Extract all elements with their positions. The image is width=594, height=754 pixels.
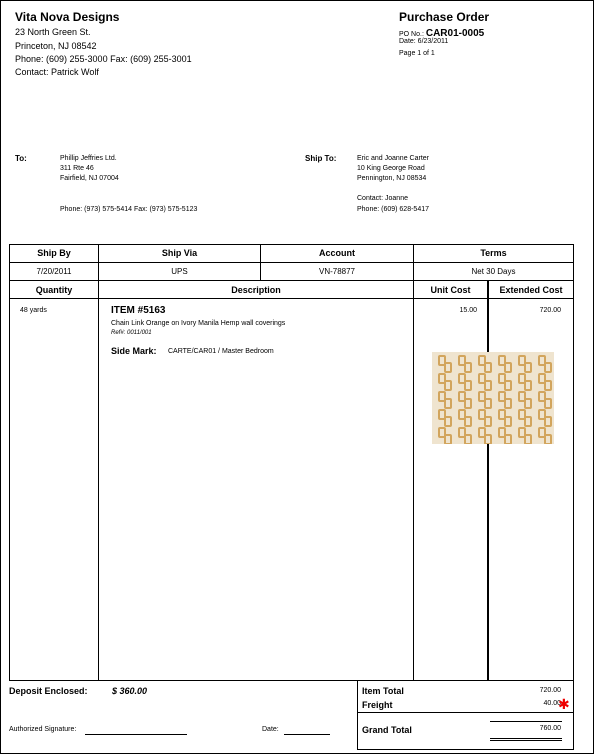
ship-by-value: 7/20/2011 xyxy=(36,267,72,276)
ship-to-label: Ship To: xyxy=(305,154,337,163)
freight-label: Freight xyxy=(362,700,393,710)
to-label: To: xyxy=(15,154,27,163)
header-description: Description xyxy=(231,285,281,295)
ship-to-address-2: Pennington, NJ 08534 xyxy=(357,175,427,182)
chain-link xyxy=(464,434,472,444)
chain-link xyxy=(464,416,472,427)
chain-link xyxy=(444,434,452,444)
chain-link xyxy=(444,380,452,391)
account-value: VN-78877 xyxy=(318,267,356,276)
chain-link xyxy=(464,362,472,373)
document-title: Purchase Order xyxy=(399,10,490,24)
chain-link xyxy=(504,380,512,391)
side-mark-label: Side Mark: xyxy=(111,346,157,356)
chain-link xyxy=(504,416,512,427)
header-quantity: Quantity xyxy=(35,285,73,295)
product-sample-image xyxy=(432,352,554,444)
chain-link xyxy=(464,380,472,391)
chain-link xyxy=(524,380,532,391)
chain-link xyxy=(444,362,452,373)
grand-total-label: Grand Total xyxy=(362,725,412,735)
deposit-label: Deposit Enclosed: xyxy=(9,686,88,696)
chain-link xyxy=(464,398,472,409)
chain-link xyxy=(544,434,552,444)
chain-link xyxy=(524,362,532,373)
chain-link xyxy=(544,416,552,427)
item-description: Chain Link Orange on Ivory Manila Hemp wall coverings xyxy=(111,320,286,327)
chain-link xyxy=(484,398,492,409)
to-address-2: Fairfield, NJ 07004 xyxy=(60,175,119,182)
grand-total-rule xyxy=(490,721,562,722)
item-total-label: Item Total xyxy=(362,686,404,696)
header-terms: Terms xyxy=(480,248,507,258)
header-unit-cost: Unit Cost xyxy=(430,285,471,295)
to-phone-fax: Phone: (973) 575-5414 Fax: (973) 575-5123 xyxy=(60,206,198,213)
ship-to-phone: Phone: (609) 628-5417 xyxy=(357,206,429,213)
item-total-value: 720.00 xyxy=(539,687,561,694)
chain-link xyxy=(484,434,492,444)
header-extended-cost: Extended Cost xyxy=(499,285,563,295)
header-ship-by: Ship By xyxy=(37,248,71,258)
deposit-value: $ 360.00 xyxy=(112,686,148,696)
signature-label: Authorized Signature: xyxy=(9,726,77,733)
ship-via-value: UPS xyxy=(171,267,188,276)
chain-link xyxy=(544,398,552,409)
chain-link xyxy=(524,434,532,444)
chain-link xyxy=(444,398,452,409)
side-mark-value: CARTE/CAR01 / Master Bedroom xyxy=(168,348,274,355)
chain-link xyxy=(544,362,552,373)
ship-to-address-1: 10 King George Road xyxy=(357,165,425,172)
company-address-1: 23 North Green St. xyxy=(15,27,91,37)
header-account: Account xyxy=(319,248,355,258)
freight-value: 40.00 xyxy=(543,700,561,707)
company-address-2: Princeton, NJ 08542 xyxy=(15,41,97,51)
item-number: ITEM #5163 xyxy=(111,305,166,316)
chain-link xyxy=(524,398,532,409)
chain-link xyxy=(524,416,532,427)
po-number: CAR01-0005 xyxy=(425,28,485,39)
quantity-cell: 48 yards xyxy=(20,307,47,314)
page-indicator: Page 1 of 1 xyxy=(399,50,435,57)
chain-link xyxy=(504,398,512,409)
company-contact: Contact: Patrick Wolf xyxy=(15,67,99,77)
company-name: Vita Nova Designs xyxy=(15,10,120,24)
ship-to-name: Eric and Joanne Carter xyxy=(357,155,429,162)
ship-to-contact: Contact: Joanne xyxy=(357,195,408,202)
date-label: Date: xyxy=(262,726,279,733)
chain-link xyxy=(444,416,452,427)
item-reference: Ref#: 0011/001 xyxy=(111,330,152,336)
to-name: Phillip Jeffries Ltd. xyxy=(60,155,117,162)
edit-marker-icon[interactable]: ✱ xyxy=(558,696,570,712)
extended-cost-cell: 720.00 xyxy=(539,307,561,314)
chain-link xyxy=(504,362,512,373)
unit-cost-cell: 15.00 xyxy=(459,307,477,314)
chain-link xyxy=(484,416,492,427)
chain-link xyxy=(484,380,492,391)
po-label: PO No.: xyxy=(399,31,424,38)
grand-total-value: 760.00 xyxy=(539,725,561,732)
to-address-1: 311 Rte 46 xyxy=(60,165,94,172)
date-line xyxy=(284,734,330,735)
header-ship-via: Ship Via xyxy=(161,248,198,258)
document-date: Date: 6/23/2011 xyxy=(399,38,449,45)
chain-link xyxy=(484,362,492,373)
chain-link xyxy=(544,380,552,391)
chain-link xyxy=(504,434,512,444)
company-phone-fax: Phone: (609) 255-3000 Fax: (609) 255-3001 xyxy=(15,54,192,64)
signature-line xyxy=(85,734,187,735)
terms-value: Net 30 Days xyxy=(471,267,516,276)
